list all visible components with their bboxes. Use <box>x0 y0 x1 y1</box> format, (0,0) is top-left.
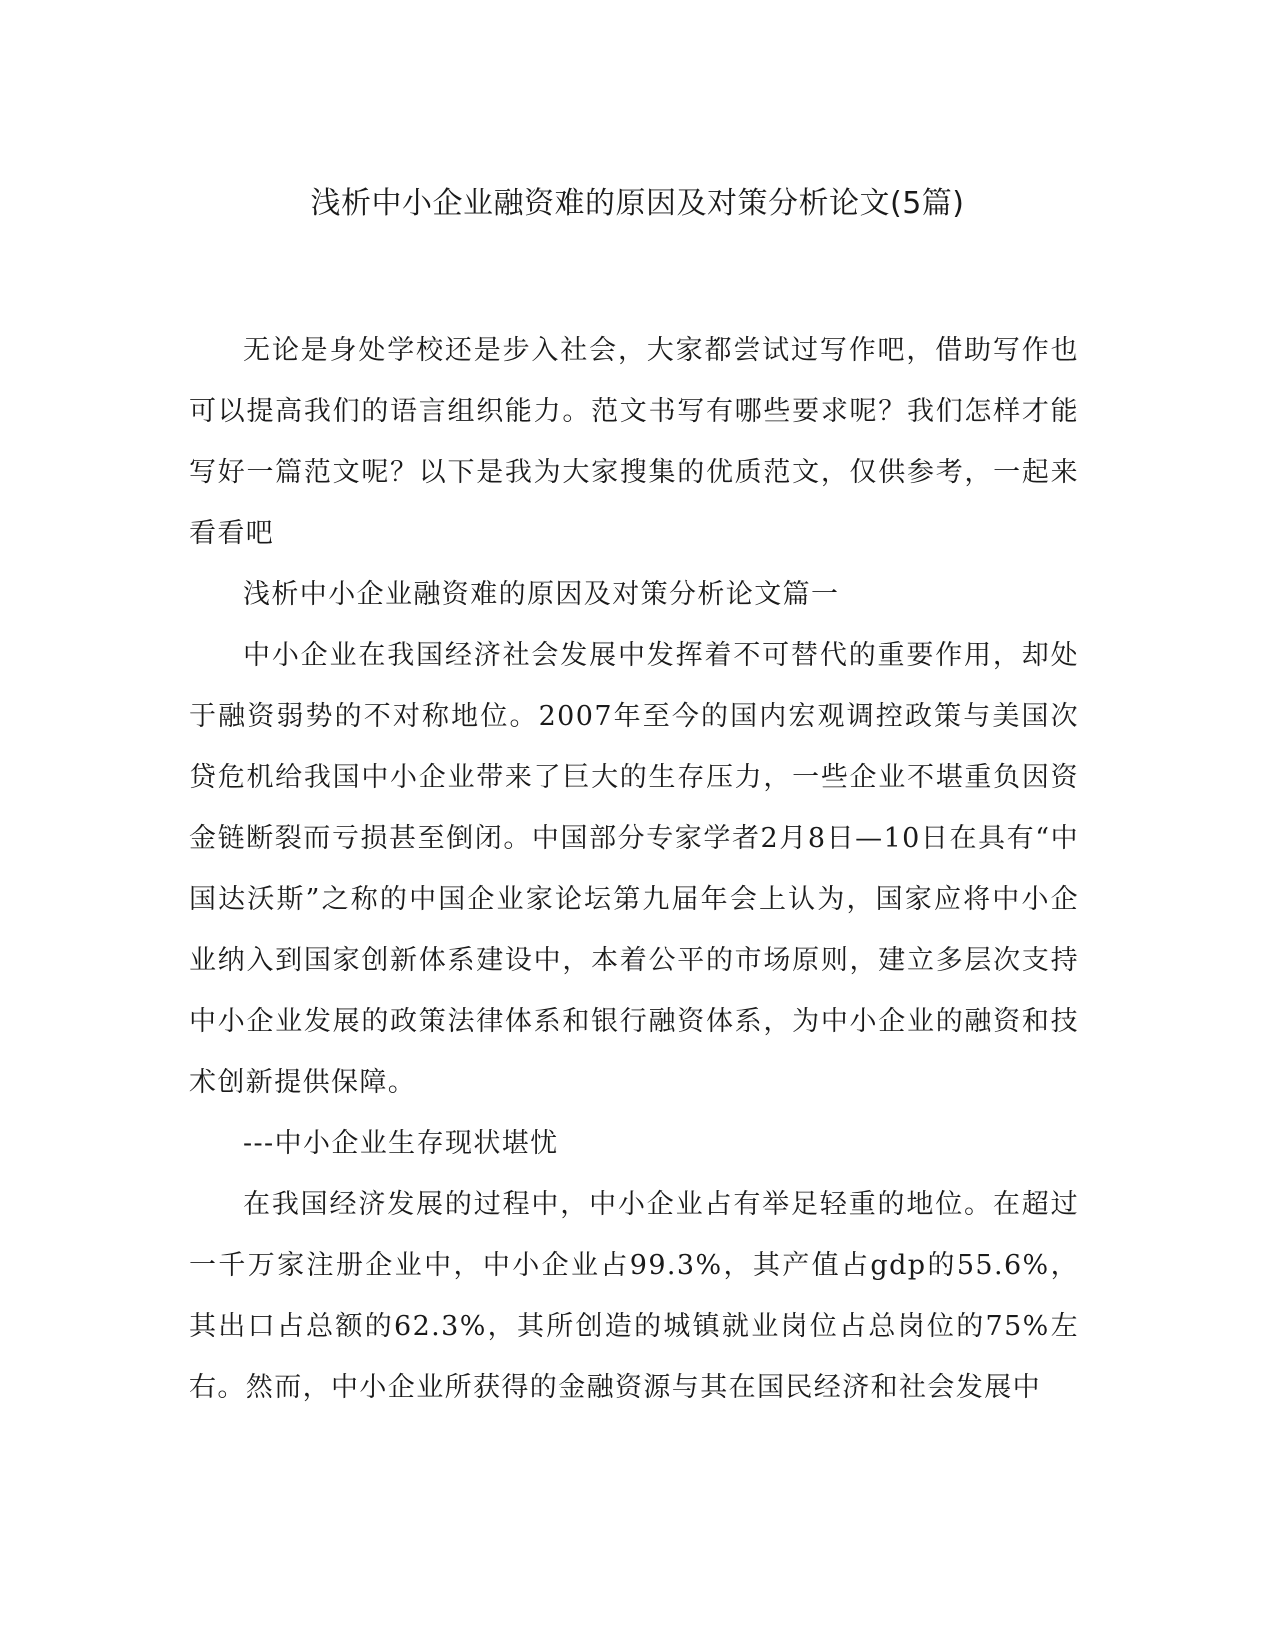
paragraph-intro: 无论是身处学校还是步入社会，大家都尝试过写作吧，借助写作也可以提高我们的语言组织能力。范文书写有哪些要求呢？我们怎样才能写好一篇范文呢？以下是我为大家搜集的优质范文，仅供参考，一起来看看吧 <box>189 335 1079 549</box>
document-body <box>189 320 1079 1418</box>
document-title: 浅析中小企业融资难的原因及对策分析论文(5篇) <box>310 186 965 221</box>
paragraph-status: 在我国经济发展的过程中，中小企业占有举足轻重的地位。在超过一千万家注册企业中，中小企业占99.3%，其产值占gdp的55.6%，其出口占总额的62.3%，其所创造的城镇就业岗位占总岗位的75%左右。然而，中小企业所获得的金融资源与其在国民经济和社会发展中 <box>189 1189 1079 1403</box>
paragraph-background: 中小企业在我国经济社会发展中发挥着不可替代的重要作用，却处于融资弱势的不对称地位。2007年至今的国内宏观调控政策与美国次贷危机给我国中小企业带来了巨大的生存压力，一些企业不堪重负因资金链断裂而亏损甚至倒闭。中国部分专家学者2月8日—10日在具有“中国达沃斯”之称的中国企业家论坛第九届年会上认为，国家应将中小企业纳入到国家创新体系建设中，本着公平的市场原则，建立多层次支持中小企业发展的政策法律体系和银行融资体系，为中小企业的融资和技术创新提供保障。 <box>189 640 1079 1098</box>
paragraph-subheading: ---中小企业生存现状堪忧 <box>243 1128 559 1159</box>
paragraph-section-heading: 浅析中小企业融资难的原因及对策分析论文篇一 <box>243 579 840 610</box>
